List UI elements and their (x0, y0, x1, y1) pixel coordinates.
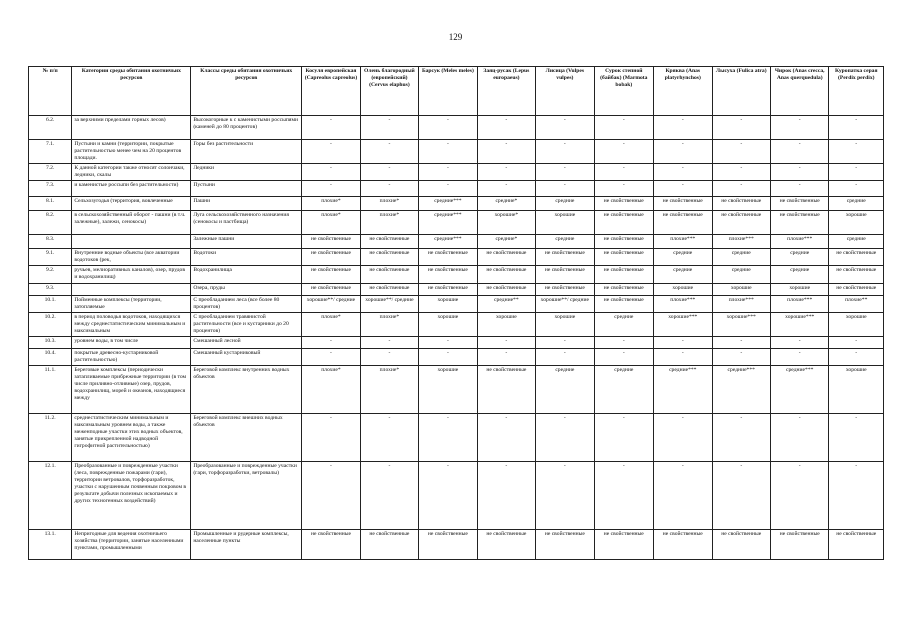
habitat-rating: - (360, 116, 418, 140)
row-number: 9.3. (29, 284, 72, 296)
habitat-rating: плохие* (360, 211, 418, 235)
habitat-rating: средние (712, 249, 770, 266)
column-header: Классы среды обитания охотничьих ресурсов (191, 67, 302, 116)
habitat-rating: не свойственные (829, 249, 884, 266)
habitat-rating: не свойственные (594, 296, 653, 313)
habitat-category (72, 235, 191, 249)
habitat-class: Береговой комплекс внутренних водных объектов (191, 366, 302, 414)
habitat-table (28, 66, 884, 560)
column-header: Косуля европейская (Capreolus capreolus) (302, 67, 360, 116)
habitat-rating: - (477, 181, 535, 197)
habitat-rating: - (654, 462, 712, 530)
habitat-rating: средние (770, 266, 828, 284)
habitat-rating: средние* (477, 197, 535, 211)
habitat-category: в период половодья водотоков, находящихся между среднестатистическим минимальным и максимальным (72, 313, 191, 337)
habitat-rating: плохие* (302, 366, 360, 414)
row-number: 9.2. (29, 266, 72, 284)
habitat-class: Смешанный лесной (191, 337, 302, 349)
habitat-rating: - (712, 181, 770, 197)
row-number: 7.1. (29, 140, 72, 164)
habitat-category: Береговые комплексы (периодически затапливаемые прибрежные территории (в том числе приливно-отливные) озер, прудов, водохранилищ, морей и океанов, находящиеся между (72, 366, 191, 414)
habitat-rating: не свойственные (829, 284, 884, 296)
habitat-rating: - (302, 414, 360, 462)
habitat-rating: не свойственные (302, 530, 360, 560)
habitat-rating: средние*** (654, 366, 712, 414)
habitat-rating: средние*** (712, 366, 770, 414)
habitat-rating: не свойственные (712, 211, 770, 235)
habitat-rating: плохие*** (712, 296, 770, 313)
habitat-rating: - (536, 140, 594, 164)
habitat-rating: хорошие (477, 313, 535, 337)
habitat-rating: плохие** (829, 296, 884, 313)
page-number: 129 (448, 32, 463, 42)
table-row (29, 313, 884, 337)
table-body (29, 116, 884, 560)
habitat-rating: не свойственные (477, 249, 535, 266)
habitat-rating: не свойственные (360, 235, 418, 249)
row-number: 7.2. (29, 164, 72, 181)
habitat-rating: не свойственные (770, 530, 828, 560)
habitat-rating: средние*** (419, 211, 477, 235)
habitat-rating: - (419, 349, 477, 366)
habitat-rating: - (654, 337, 712, 349)
habitat-category: за верхними пределами горных лесов) (72, 116, 191, 140)
habitat-rating: - (360, 181, 418, 197)
habitat-rating: - (477, 462, 535, 530)
habitat-rating: - (712, 462, 770, 530)
habitat-rating: не свойственные (654, 530, 712, 560)
table-row (29, 211, 884, 235)
habitat-rating: - (829, 116, 884, 140)
habitat-rating: средние (536, 366, 594, 414)
habitat-rating: хорошие (419, 313, 477, 337)
habitat-category: Пойменные комплексы (территории, затопляемые (72, 296, 191, 313)
habitat-rating: хорошие (712, 284, 770, 296)
habitat-rating: средние*** (419, 197, 477, 211)
table-row (29, 181, 884, 197)
habitat-rating: не свойственные (536, 249, 594, 266)
row-number: 11.1. (29, 366, 72, 414)
habitat-rating: средние*** (419, 235, 477, 249)
habitat-rating: не свойственные (712, 197, 770, 211)
habitat-rating: не свойственные (594, 249, 653, 266)
habitat-rating: - (477, 337, 535, 349)
habitat-rating: хорошие**/ средние (536, 296, 594, 313)
habitat-rating: - (536, 349, 594, 366)
habitat-category: Пустыни и камни (территории, покрытые растительностью менее чем на 20 процентов площади. (72, 140, 191, 164)
habitat-rating: - (712, 414, 770, 462)
habitat-rating: - (419, 164, 477, 181)
column-header: Олень благородный (европейский) (Cervus elaphus) (360, 67, 418, 116)
habitat-class: С преобладанием леса (все более 80 процентов) (191, 296, 302, 313)
habitat-rating: - (654, 164, 712, 181)
habitat-category: в сельскохозяйственный оборот - пашни (в т.ч. залежные), залежи, сенокосы) (72, 211, 191, 235)
habitat-rating: - (302, 349, 360, 366)
habitat-rating: - (654, 414, 712, 462)
habitat-rating: - (419, 181, 477, 197)
habitat-rating: - (360, 349, 418, 366)
row-number: 8.2. (29, 211, 72, 235)
habitat-rating: - (770, 164, 828, 181)
habitat-rating: средние (536, 197, 594, 211)
column-header: Лысуха (Fulica atra) (712, 67, 770, 116)
habitat-rating: средние (654, 266, 712, 284)
habitat-rating: - (477, 140, 535, 164)
habitat-rating: - (477, 414, 535, 462)
habitat-rating: не свойственные (536, 530, 594, 560)
habitat-rating: - (302, 181, 360, 197)
habitat-rating: - (419, 116, 477, 140)
habitat-rating: - (654, 140, 712, 164)
habitat-class: Горы без растительности (191, 140, 302, 164)
row-number: 7.3. (29, 181, 72, 197)
habitat-rating: - (712, 164, 770, 181)
habitat-rating: не свойственные (360, 284, 418, 296)
habitat-category: покрытые древесно-кустарниковой растительностью) (72, 349, 191, 366)
table-row (29, 116, 884, 140)
habitat-rating: не свойственные (594, 211, 653, 235)
row-number: 10.4. (29, 349, 72, 366)
row-number: 13.1. (29, 530, 72, 560)
habitat-class: Пустыни (191, 181, 302, 197)
habitat-rating: не свойственные (302, 235, 360, 249)
habitat-rating: - (594, 337, 653, 349)
habitat-rating: хорошие (536, 313, 594, 337)
habitat-category: уровнем воды, в том числе (72, 337, 191, 349)
habitat-class: Водотоки (191, 249, 302, 266)
habitat-rating: - (594, 349, 653, 366)
habitat-rating: плохие*** (770, 235, 828, 249)
habitat-class: Высокогорные к с каменистыми россыпями (каменей до 80 процентов) (191, 116, 302, 140)
habitat-rating: средние (536, 235, 594, 249)
habitat-category: и каменистые россыпи без растительности) (72, 181, 191, 197)
row-number: 11.2. (29, 414, 72, 462)
row-number: 10.1. (29, 296, 72, 313)
habitat-rating: - (302, 116, 360, 140)
habitat-rating: хорошие (829, 211, 884, 235)
habitat-rating: - (594, 414, 653, 462)
habitat-rating: не свойственные (419, 284, 477, 296)
habitat-rating: хорошие (419, 296, 477, 313)
table-row (29, 266, 884, 284)
row-number: 8.3. (29, 235, 72, 249)
habitat-rating: - (712, 116, 770, 140)
habitat-rating: не свойственные (360, 249, 418, 266)
habitat-rating: - (829, 349, 884, 366)
habitat-rating: не свойственные (302, 284, 360, 296)
habitat-rating: хорошие (770, 284, 828, 296)
column-header: Куропатка серая (Perdix perdix) (829, 67, 884, 116)
habitat-rating: - (712, 140, 770, 164)
row-number: 10.3. (29, 337, 72, 349)
habitat-rating: не свойственные (654, 211, 712, 235)
habitat-rating: - (477, 349, 535, 366)
table-header-row (29, 67, 884, 116)
habitat-rating: средние (654, 249, 712, 266)
table-row (29, 296, 884, 313)
habitat-rating: - (360, 462, 418, 530)
habitat-rating: - (594, 181, 653, 197)
habitat-rating: не свойственные (594, 266, 653, 284)
habitat-rating: хорошие**/ средние (302, 296, 360, 313)
habitat-class: Береговой комплекс внешних водных объектов (191, 414, 302, 462)
habitat-rating: - (654, 181, 712, 197)
habitat-rating: хорошие (419, 366, 477, 414)
habitat-rating: не свойственные (477, 284, 535, 296)
habitat-rating: - (770, 337, 828, 349)
habitat-rating: не свойственные (536, 284, 594, 296)
habitat-rating: хорошие**/ средние (360, 296, 418, 313)
habitat-rating: плохие*** (654, 235, 712, 249)
table-row (29, 140, 884, 164)
habitat-rating: не свойственные (594, 530, 653, 560)
habitat-rating: средние*** (770, 366, 828, 414)
habitat-rating: средние* (477, 235, 535, 249)
habitat-class: Водохранилища (191, 266, 302, 284)
habitat-rating: - (360, 164, 418, 181)
column-header: Категории среды обитания охотничьих ресурсов (72, 67, 191, 116)
habitat-rating: - (536, 462, 594, 530)
habitat-class: Пашни (191, 197, 302, 211)
row-number: 12.1. (29, 462, 72, 530)
habitat-rating: - (712, 337, 770, 349)
habitat-class: Преобразованные и поврежденные участки (гари, торфоразработки, ветровалы) (191, 462, 302, 530)
habitat-rating: плохие* (302, 211, 360, 235)
habitat-rating: - (419, 337, 477, 349)
habitat-rating: средние (594, 366, 653, 414)
habitat-rating: не свойственные (419, 249, 477, 266)
habitat-rating: - (477, 164, 535, 181)
habitat-category: Сельхозугодья (территория, вовлеченные (72, 197, 191, 211)
habitat-rating: - (536, 414, 594, 462)
habitat-category (72, 284, 191, 296)
column-header: Заяц-русак (Lepus europaeus) (477, 67, 535, 116)
habitat-rating: не свойственные (770, 197, 828, 211)
habitat-rating: - (360, 414, 418, 462)
habitat-class: Озера, пруды (191, 284, 302, 296)
habitat-rating: хорошие (829, 313, 884, 337)
habitat-rating: - (829, 140, 884, 164)
habitat-rating: средние (712, 266, 770, 284)
habitat-rating: - (302, 164, 360, 181)
habitat-rating: средние (594, 313, 653, 337)
table-row (29, 249, 884, 266)
habitat-rating: не свойственные (419, 530, 477, 560)
habitat-rating: - (594, 462, 653, 530)
habitat-rating: - (536, 181, 594, 197)
habitat-rating: хорошие (829, 366, 884, 414)
habitat-rating: средние (829, 197, 884, 211)
habitat-category: Непригодные для ведения охотничьего хозяйства (территории, занятые населенными пунктами, промышленными (72, 530, 191, 560)
habitat-rating: - (419, 140, 477, 164)
habitat-rating: не свойственные (594, 235, 653, 249)
row-number: 8.1. (29, 197, 72, 211)
habitat-rating: не свойственные (594, 197, 653, 211)
habitat-rating: не свойственные (770, 211, 828, 235)
column-header: № п/п (29, 67, 72, 116)
habitat-category: К данной категории также относят солончаки, ледники, скалы (72, 164, 191, 181)
habitat-rating: не свойственные (654, 197, 712, 211)
habitat-rating: не свойственные (829, 266, 884, 284)
habitat-rating: - (654, 116, 712, 140)
habitat-rating: средние (770, 249, 828, 266)
habitat-category: Преобразованные и поврежденные участки (леса, поврежденные пожарами (гари), территории ветровалов, торфоразработок, участки с нарушенным почвенным покровом в результате добычи полезных ископаемых и других техногенных воздействий) (72, 462, 191, 530)
habitat-rating: средние** (477, 296, 535, 313)
habitat-rating: хорошие (536, 211, 594, 235)
habitat-rating: хорошие*** (712, 313, 770, 337)
row-number: 6.2. (29, 116, 72, 140)
table-row (29, 235, 884, 249)
column-header: Барсук (Meles meles) (419, 67, 477, 116)
column-header: Лисица (Vulpes vulpes) (536, 67, 594, 116)
habitat-rating: - (536, 337, 594, 349)
document-sheet (28, 66, 884, 560)
column-header: Кряква (Anas platyrhynchos) (654, 67, 712, 116)
habitat-rating: - (594, 164, 653, 181)
habitat-class: С преобладанием травянистой растительности (все и кустарники до 20 процентов) (191, 313, 302, 337)
row-number: 9.1. (29, 249, 72, 266)
habitat-rating: - (654, 349, 712, 366)
habitat-rating: плохие*** (770, 296, 828, 313)
habitat-rating: не свойственные (360, 266, 418, 284)
habitat-rating: - (477, 116, 535, 140)
habitat-rating: - (770, 116, 828, 140)
habitat-category: Внутренние водные объекты (все акватории водотоков (рек, (72, 249, 191, 266)
habitat-rating: не свойственные (302, 266, 360, 284)
habitat-rating: - (302, 140, 360, 164)
habitat-rating: плохие* (360, 313, 418, 337)
habitat-rating: - (594, 140, 653, 164)
habitat-category: среднестатистическим минимальным и максимальным уровнем воды, а также меженподные участки этих водных объектов, занятые прикрепленной надводной гигрофитной растительностью) (72, 414, 191, 462)
habitat-rating: хорошие*** (770, 313, 828, 337)
habitat-rating: - (829, 181, 884, 197)
table-row (29, 337, 884, 349)
habitat-rating: средние (829, 235, 884, 249)
habitat-rating: плохие* (360, 366, 418, 414)
habitat-rating: не свойственные (536, 266, 594, 284)
table-row (29, 197, 884, 211)
habitat-rating: - (770, 140, 828, 164)
habitat-class: Залежные пашни (191, 235, 302, 249)
habitat-rating: - (829, 337, 884, 349)
habitat-rating: - (770, 462, 828, 530)
table-row (29, 284, 884, 296)
habitat-rating: хорошие*** (654, 313, 712, 337)
habitat-rating: - (829, 414, 884, 462)
habitat-rating: - (594, 116, 653, 140)
habitat-rating: - (770, 181, 828, 197)
column-header: Сурок степной (байбак) (Marmota bobak) (594, 67, 653, 116)
table-row (29, 414, 884, 462)
table-row (29, 349, 884, 366)
habitat-rating: - (712, 349, 770, 366)
habitat-rating: - (536, 116, 594, 140)
habitat-rating: не свойственные (477, 530, 535, 560)
habitat-rating: - (360, 337, 418, 349)
habitat-rating: - (536, 164, 594, 181)
habitat-rating: - (770, 414, 828, 462)
habitat-rating: плохие* (302, 197, 360, 211)
habitat-rating: хорошие* (477, 211, 535, 235)
habitat-rating: - (302, 337, 360, 349)
row-number: 10.2. (29, 313, 72, 337)
habitat-rating: не свойственные (477, 366, 535, 414)
habitat-rating: не свойственные (360, 530, 418, 560)
habitat-class: Промышленные и рудерные комплексы, населенные пункты (191, 530, 302, 560)
column-header: Чирок (Anas crecca, Anas querquedula) (770, 67, 828, 116)
habitat-rating: не свойственные (829, 530, 884, 560)
habitat-rating: не свойственные (712, 530, 770, 560)
habitat-rating: плохие* (360, 197, 418, 211)
habitat-rating: - (302, 462, 360, 530)
habitat-rating: хорошие (654, 284, 712, 296)
habitat-rating: - (419, 462, 477, 530)
habitat-rating: не свойственные (302, 249, 360, 266)
habitat-rating: плохие*** (654, 296, 712, 313)
table-row (29, 164, 884, 181)
table-row (29, 530, 884, 560)
habitat-rating: - (419, 414, 477, 462)
habitat-rating: не свойственные (477, 266, 535, 284)
habitat-rating: плохие*** (712, 235, 770, 249)
table-row (29, 366, 884, 414)
habitat-class: Луга сельскохозяйственного назначения (сенокосы и пастбища) (191, 211, 302, 235)
habitat-rating: - (829, 462, 884, 530)
table-row (29, 462, 884, 530)
habitat-class: Ледники (191, 164, 302, 181)
habitat-rating: не свойственные (594, 284, 653, 296)
habitat-rating: - (360, 140, 418, 164)
habitat-rating: не свойственные (419, 266, 477, 284)
habitat-category: ручьев, мелиоративных каналов), озер, прудов и водохранилищ) (72, 266, 191, 284)
habitat-rating: - (829, 164, 884, 181)
habitat-class: Смешанный кустарниковый (191, 349, 302, 366)
habitat-rating: плохие* (302, 313, 360, 337)
habitat-rating: - (770, 349, 828, 366)
